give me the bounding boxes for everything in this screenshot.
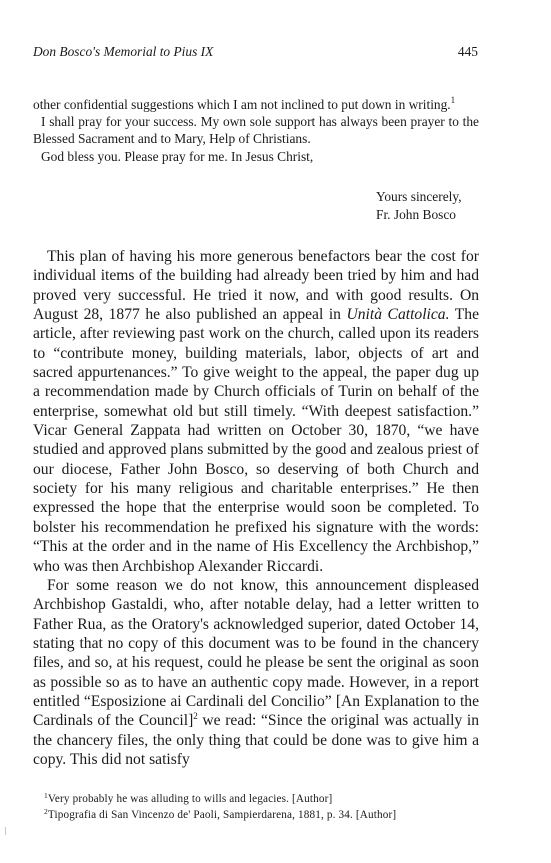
closing-salutation: Yours sincerely,	[376, 189, 462, 204]
body-paragraph-1-part-b: The article, after reviewing past work on the church, called upon its readers to “contribute money, building materials, labor, objects of art and sacred appurtenances.” To give weight to the appeal, the paper dug up a recommendation made by Church officials of Turin on behalf of the enterprise, somewhat old but still timely. “With deepest satisfaction.” Vicar General Zappata had written on October 30, 1870, “we have studied and approved plans submitted by the good and zealous priest of our diocese, Father John Bosco, so deserving of both Church and society for his many religious and charitable enterprises.” He then expressed the hope that the enterprise would soon be completed. To bolster his recommendation he prefixed his signature with the words: “This at the order and in the name of His Excellency the Archbishop,” who was then Archbishop Alexander Riccardi.	[33, 306, 479, 575]
newspaper-title: Unità Cattolica.	[346, 306, 450, 324]
footnote-1-text: Very probably he was alluding to wills and legacies. [Author]	[47, 793, 333, 805]
body-paragraph-2-part-a: For some reason we do not know, this announcement displeased Archbishop Gastaldi, who, after notable delay, had a letter written to Father Rua, as the Oratory's acknowledged superior, dated October 14, stating that no copy of this document was to be found in the chancery files, and so, at his request, could he please be sent the original as soon as possible so as to have an authentic copy made. However, in a report entitled “Esposizione ai Cardinali del Concilio” [An Explanation to the Cardinals of the Council]	[33, 576, 479, 730]
body-paragraph-1	[33, 247, 479, 576]
footnote-2-text: Tipografia di San Vincenzo de' Paoli, Sampierdarena, 1881, p. 34. [Author]	[47, 808, 397, 821]
footnote-ref-2: 2	[193, 711, 198, 722]
running-title: Don Bosco's Memorial to Pius IX	[33, 44, 214, 59]
letter-paragraph-3: God bless you. Please pray for me. In Jesus Christ,	[41, 148, 314, 164]
running-header	[33, 44, 478, 64]
footnotes	[44, 792, 484, 823]
letter-line-1	[33, 96, 479, 113]
signature: Fr. John Bosco	[376, 206, 456, 222]
footnote-ref-1: 1	[450, 95, 456, 105]
page-number: 445	[457, 44, 478, 59]
footnote-2-mark: 2	[44, 806, 48, 816]
letter-excerpt	[33, 96, 479, 165]
body-paragraph-1-part-a: This plan of having his more generous benefactors bear the cost for individual items of the building had already been tried by him and had proved very successful. He tried it now, and with good results. On August 28, 1877 he also published an appeal in	[33, 248, 479, 324]
scan-edge-mark	[5, 827, 6, 835]
body-text	[33, 247, 479, 769]
footnote-1-mark: 1	[44, 791, 48, 800]
footnote-2	[44, 808, 484, 824]
letter-line-1-text: other confidential suggestions which I am not inclined to put down in writing.	[33, 97, 451, 112]
body-paragraph-2	[33, 576, 479, 769]
footnote-1	[44, 792, 484, 808]
body-paragraph-2-part-b: we read: “Since the original was actually in the chancery files, the only thing that could be done was to give him a copy. This did not satisfy	[33, 712, 479, 768]
letter-closing	[376, 188, 462, 223]
letter-paragraph-2: I shall pray for your success. My own sole support has always been prayer to the Blessed Sacrament and to Mary, Help of Christians.	[33, 114, 479, 147]
